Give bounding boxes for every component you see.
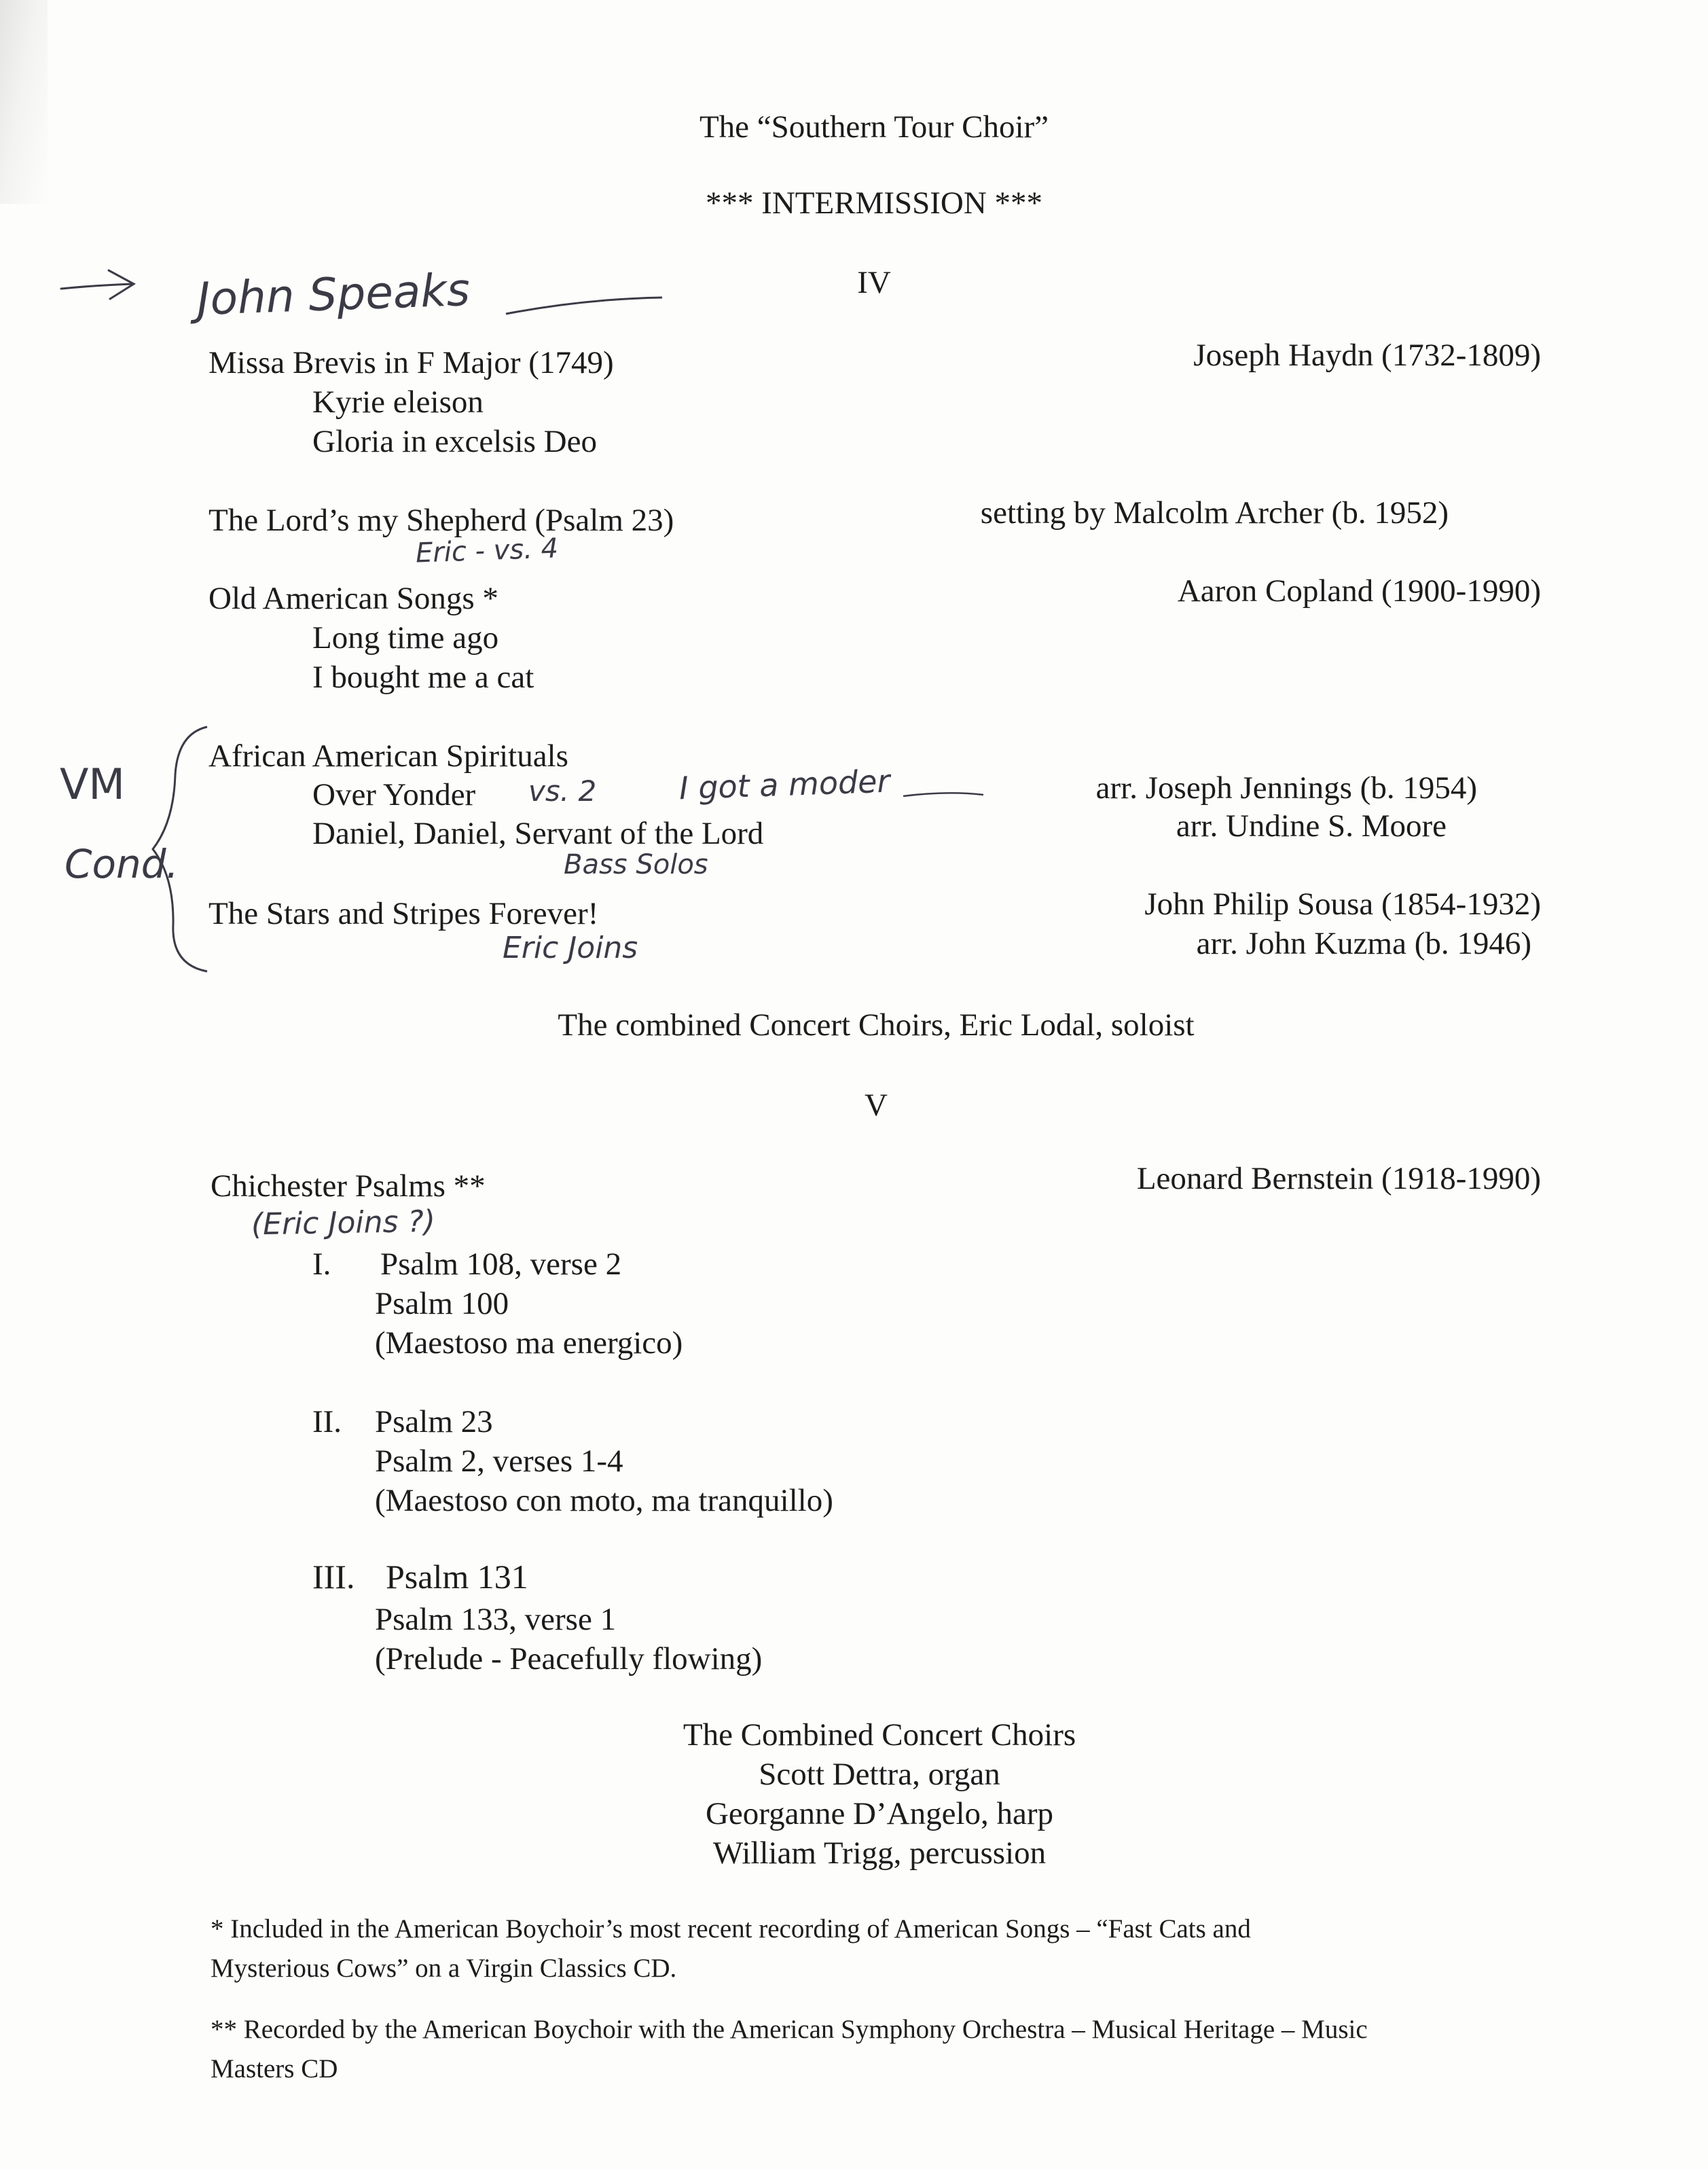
- john-speaks-underline: [506, 298, 662, 314]
- section-numeral: II.: [312, 1404, 342, 1439]
- handwritten-cond: Cond.: [65, 841, 179, 887]
- footnote-line: Masters CD: [211, 2054, 338, 2083]
- section-line: Psalm 2, verses 1-4: [375, 1444, 623, 1479]
- section-line: Psalm 108, verse 2: [380, 1247, 622, 1282]
- handwritten-eric-vs4: Eric - vs. 4: [415, 533, 559, 569]
- arranger-credit: arr. Undine S. Moore: [1176, 808, 1447, 844]
- movement-line: Kyrie eleison: [312, 384, 484, 420]
- section-line: (Prelude - Peacefully flowing): [375, 1641, 763, 1677]
- footnote-line: * Included in the American Boychoir’s most recent recording of American Songs – “Fast Cats and: [211, 1914, 1251, 1943]
- composer-credit: Joseph Haydn (1732-1809): [1193, 338, 1541, 373]
- page-title: The “Southern Tour Choir”: [699, 109, 1049, 145]
- part-iv-numeral: IV: [857, 265, 891, 300]
- handwritten-vs2: vs. 2: [528, 774, 597, 808]
- arranger-credit: arr. John Kuzma (b. 1946): [1196, 926, 1531, 961]
- composer-credit: Leonard Bernstein (1918-1990): [1136, 1161, 1541, 1196]
- handwritten-vm: VM: [60, 759, 125, 809]
- program-item-title: The Stars and Stripes Forever!: [208, 896, 599, 931]
- arranger-credit: arr. Joseph Jennings (b. 1954): [1095, 770, 1477, 806]
- section-line: Psalm 133, verse 1: [375, 1602, 617, 1637]
- program-item-title: African American Spirituals: [208, 738, 568, 774]
- part-iv-performers: The combined Concert Choirs, Eric Lodal, soloist: [558, 1007, 1195, 1043]
- movement-line: Daniel, Daniel, Servant of the Lord: [312, 816, 764, 851]
- footnote-line: Mysterious Cows” on a Virgin Classics CD.: [211, 1954, 677, 1983]
- part-v-numeral: V: [865, 1088, 888, 1123]
- program-item-title: Chichester Psalms **: [211, 1168, 486, 1204]
- performer-line: Scott Dettra, organ: [759, 1757, 1000, 1792]
- performer-line: William Trigg, percussion: [712, 1835, 1047, 1871]
- handwritten-bass-solos: Bass Solos: [564, 849, 708, 880]
- movement-line: Over Yonder: [312, 777, 476, 812]
- arrow-icon: [61, 270, 134, 299]
- movement-line: Long time ago: [312, 620, 499, 656]
- handwritten-john-speaks: John Speaks: [196, 264, 471, 325]
- section-line: (Maestoso ma energico): [375, 1325, 683, 1361]
- section-line: Psalm 131: [386, 1558, 528, 1596]
- program-item-title: Missa Brevis in F Major (1749): [208, 345, 614, 380]
- footnote-line: ** Recorded by the American Boychoir with the American Symphony Orchestra – Musical Heritage – Music: [211, 2015, 1368, 2044]
- movement-line: Gloria in excelsis Deo: [312, 424, 597, 459]
- handwritten-eric-joins: Eric Joins: [503, 931, 638, 965]
- section-line: Psalm 100: [375, 1286, 509, 1321]
- section-numeral: III.: [312, 1558, 355, 1596]
- handwritten-got-a-moder: I got a moder: [678, 762, 891, 807]
- intermission-heading: *** INTERMISSION ***: [705, 185, 1043, 221]
- movement-line: I bought me a cat: [312, 660, 534, 695]
- composer-credit: Aaron Copland (1900-1990): [1177, 573, 1541, 609]
- handwritten-eric-joins-question: (Eric Joins ?): [251, 1204, 436, 1242]
- program-item-title: Old American Songs *: [208, 581, 498, 616]
- moder-underline: [903, 793, 983, 796]
- program-item-title: The Lord’s my Shepherd (Psalm 23): [208, 503, 674, 538]
- section-line: Psalm 23: [375, 1404, 493, 1439]
- section-line: (Maestoso con moto, ma tranquillo): [375, 1483, 833, 1518]
- composer-credit: John Philip Sousa (1854-1932): [1144, 886, 1541, 922]
- section-numeral: I.: [312, 1247, 331, 1282]
- performer-line: The Combined Concert Choirs: [683, 1717, 1076, 1753]
- performer-line: Georganne D’Angelo, harp: [705, 1796, 1054, 1831]
- composer-credit: setting by Malcolm Archer (b. 1952): [980, 495, 1449, 531]
